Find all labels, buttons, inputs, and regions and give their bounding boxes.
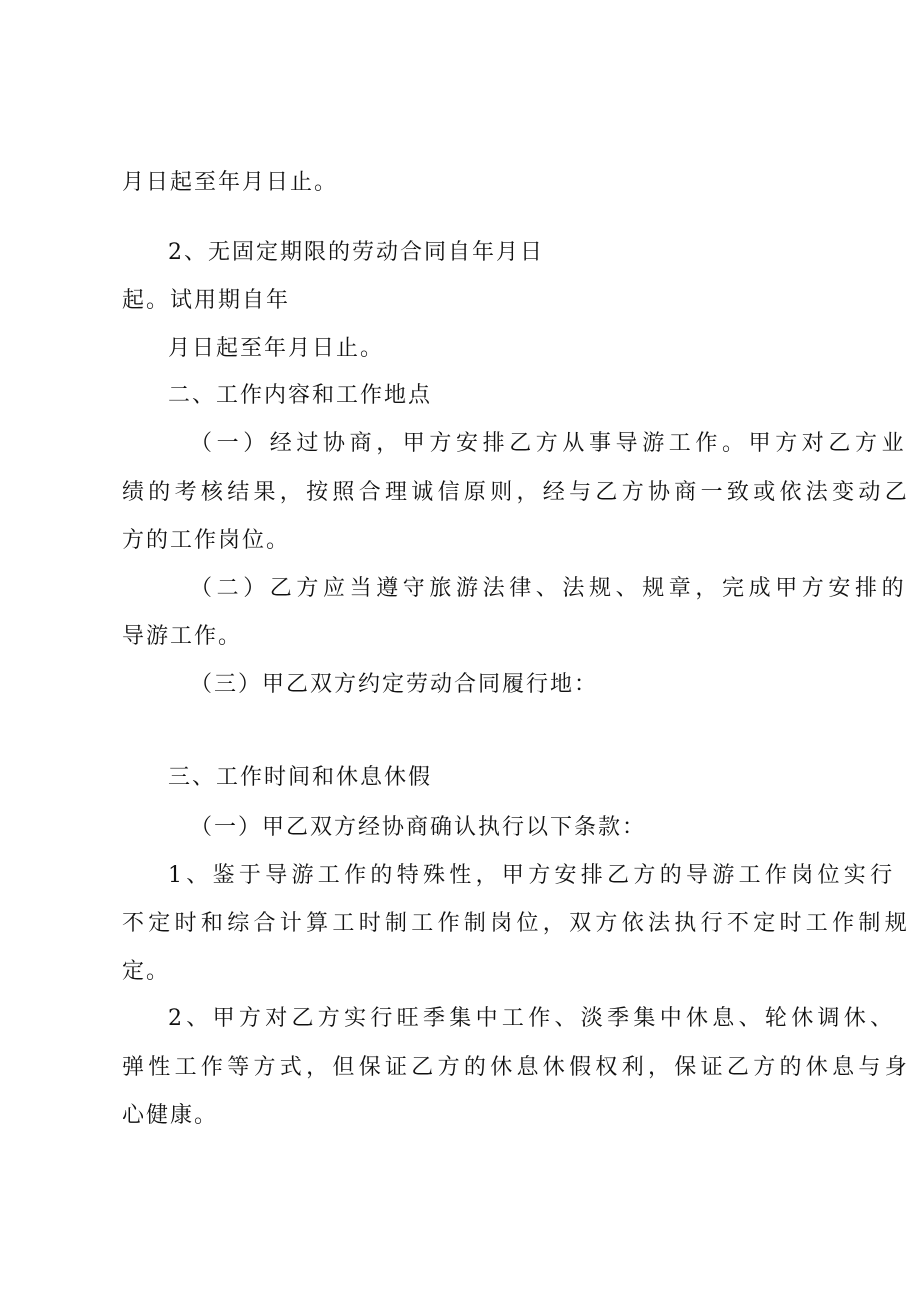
text-line: （三）甲乙双方约定劳动合同履行地：: [190, 672, 599, 697]
text-line: 2、无固定期限的劳动合同自年月日: [168, 240, 544, 265]
text-line: 导游工作。: [122, 624, 243, 649]
text-line: 弹性工作等方式，但保证乙方的休息休假权利，保证乙方的休息与身: [122, 1055, 912, 1080]
section-heading: 三、工作时间和休息休假: [168, 765, 433, 790]
text-line: （一）甲乙双方经协商确认执行以下条款：: [190, 815, 647, 840]
text-line: （二）乙方应当遵守旅游法律、法规、规章，完成甲方安排的: [190, 576, 909, 601]
text-line: 月日起至年月日止。: [122, 170, 339, 195]
text-line: （一）经过协商，甲方安排乙方从事导游工作。甲方对乙方业: [190, 431, 909, 456]
text-line: 月日起至年月日止。: [168, 336, 385, 361]
text-line: 方的工作岗位。: [122, 528, 291, 553]
section-heading: 二、工作内容和工作地点: [168, 383, 433, 408]
text-line: 2、甲方对乙方实行旺季集中工作、淡季集中休息、轮休调休、: [168, 1006, 897, 1031]
text-line: 1、鉴于导游工作的特殊性，甲方安排乙方的导游工作岗位实行: [168, 863, 897, 888]
text-line: 定。: [122, 959, 171, 984]
text-line: 绩的考核结果，按照合理诚信原则，经与乙方协商一致或依法变动乙: [122, 480, 912, 505]
text-line: 起。试用期自年: [122, 288, 291, 313]
text-line: 不定时和综合计算工时制工作制岗位，双方依法执行不定时工作制规: [122, 911, 912, 936]
text-line: 心健康。: [122, 1103, 219, 1128]
